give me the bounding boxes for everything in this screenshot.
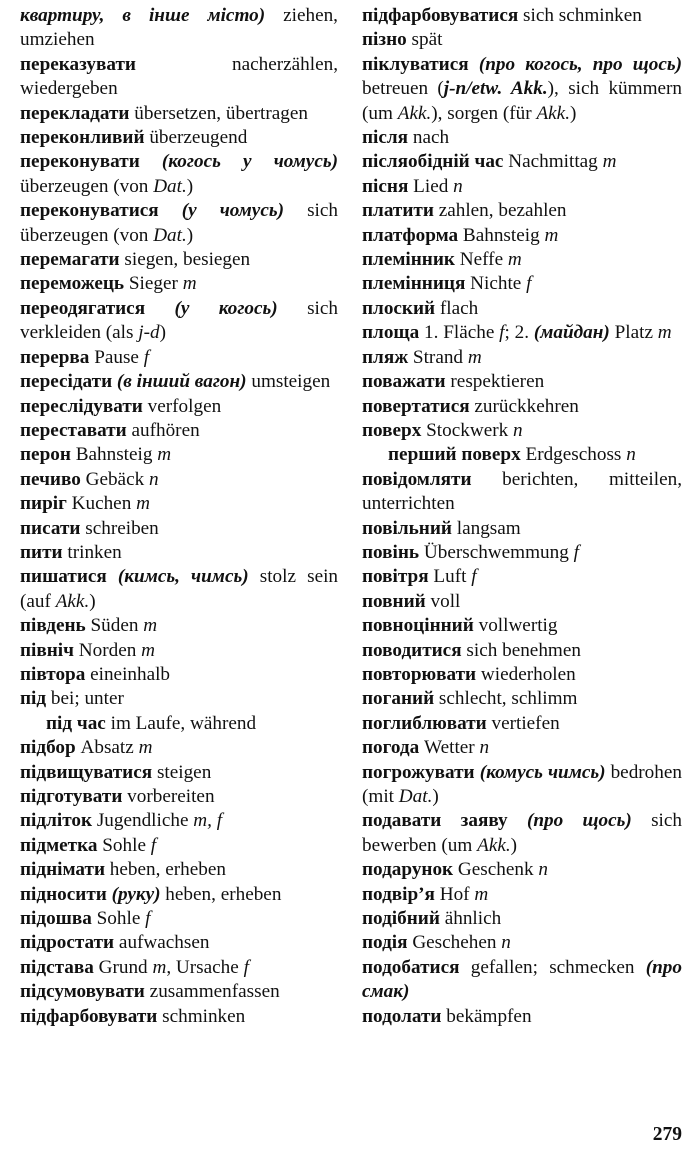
dictionary-entry-podavaty-zaiavu — [362, 809, 682, 858]
headword-podarunok: подарунок — [362, 859, 454, 881]
dictionary-entry-povnyi — [362, 590, 682, 614]
headword-pidfarbovuvatysia: підфарбовуватися — [362, 5, 519, 26]
translation-povertatysia: zurückkehren — [469, 395, 579, 417]
headword-pidrostaty: підростати — [20, 932, 115, 954]
translation-pidsumovuvaty: zusammenfassen — [144, 981, 280, 1003]
translation-pikluvatysia: betreuen ( — [362, 78, 444, 100]
headword-pidnosyty: підносити — [20, 883, 107, 905]
dictionary-entry-podvir-ia — [362, 883, 682, 907]
headword-perekladaty: перекладати — [20, 102, 130, 124]
usage-gloss-pikluvatysia: (про когось, про щось) — [478, 53, 682, 75]
dictionary-entry-perekazuvaty — [20, 53, 338, 102]
translation-povazhaty: respektieren — [445, 371, 545, 393]
headword-pechyvo: печиво — [20, 468, 81, 490]
translation-ploshcha: ; 2. — [504, 322, 534, 344]
translation-perestavaty: aufhören — [126, 419, 200, 441]
headword-povertatysia: повертатися — [362, 395, 470, 417]
dictionary-entry-pidstava — [20, 956, 338, 980]
translation-pidmetka: Sohle — [97, 834, 151, 856]
headword-pyrih: пиріг — [20, 493, 67, 515]
translation-povtoriuvaty: wiederholen — [476, 663, 576, 685]
headword-perekonuvatysia: переконуватися — [20, 200, 159, 222]
translation-pidlitok: Jugendliche — [92, 810, 194, 832]
translation-pyty: trinken — [62, 541, 122, 563]
dictionary-entry-pidsumovuvaty — [20, 980, 338, 1004]
dictionary-entry-pisnia — [362, 175, 682, 199]
grammar-label-podavaty-zaiavu: Akk. — [477, 834, 511, 856]
translation-povodytysia: sich benehmen — [461, 639, 581, 661]
headword-podibnyi: подібний — [362, 908, 440, 930]
translation-platforma: Bahnsteig — [458, 224, 545, 246]
grammar-label-podvir-ia: m — [474, 883, 489, 905]
translation-pererva: Pause — [89, 346, 144, 368]
translation-podarunok: Geschenk — [453, 859, 539, 881]
translation-perekonuvatysia: sich überzeugen (von — [20, 200, 338, 246]
grammar-label-platforma: m — [544, 224, 559, 246]
headword-pereodiahatysia: переодягатися — [20, 297, 146, 319]
grammar-label-pidlitok: m, f — [193, 810, 223, 832]
grammar-label-pohrozhuvaty: Dat. — [398, 786, 433, 807]
headword-povnyi: повний — [362, 590, 426, 612]
translation-povnyi: voll — [425, 590, 461, 612]
headword-pislia: після — [362, 127, 409, 149]
headword-pidsumovuvaty: підсумовувати — [20, 981, 145, 1003]
page-number: 279 — [652, 1124, 682, 1145]
dictionary-entry-podiia — [362, 931, 682, 955]
headword-pidoshva: підошва — [20, 908, 92, 930]
translation-peremahaty: siegen, besiegen — [119, 249, 251, 271]
headword-povidomliaty: повідомляти — [362, 468, 472, 490]
translation-podibnyi: ähnlich — [439, 908, 502, 930]
headword-platforma: платформа — [362, 224, 459, 246]
translation-pyshatysia: ) — [89, 590, 96, 612]
translation-ploskyi: flach — [435, 297, 479, 319]
usage-gloss-podobatysia: (про смак) — [362, 956, 682, 1003]
grammar-label-ploshcha: m — [657, 322, 672, 344]
grammar-label-pidbor: m — [138, 737, 153, 759]
translation-pivtora: eineinhalb — [85, 663, 171, 685]
headword-povnotsinnyi: повноцінний — [362, 615, 474, 637]
dictionary-entry-pidnimaty — [20, 858, 338, 882]
translation-podavaty-zaiavu: ) — [510, 834, 518, 856]
translation-peresliduvaty: verfolgen — [142, 395, 222, 417]
dictionary-entry-povilnyi — [362, 517, 682, 541]
headword-pohanyi: поганий — [362, 688, 435, 710]
translation-perekonuvaty: überzeugen (von — [20, 175, 154, 197]
dictionary-entry-pidmetka — [20, 834, 338, 858]
dictionary-entry-poverkh — [362, 419, 682, 443]
headword-platyty: платити — [362, 200, 434, 222]
usage-gloss-podavaty-zaiavu: (про щось) — [526, 810, 632, 832]
translation-perekonuvaty: ) — [186, 175, 194, 197]
headword-poverkh: поверх — [362, 419, 422, 441]
headword-podiia: подія — [362, 932, 408, 954]
translation-pidfarbovuvatysia: sich schminken — [518, 5, 642, 26]
dictionary-entry-povodytysia — [362, 639, 682, 663]
grammar-label-peron: m — [157, 444, 172, 466]
translation-pidoshva: Sohle — [91, 908, 146, 930]
translation-podolaty: bekämpfen — [441, 1005, 532, 1027]
translation-podobatysia: gefallen; schmecken — [459, 956, 646, 978]
headword-pizno: пізно — [362, 29, 407, 51]
translation-podvir-ia: Hof — [434, 883, 475, 905]
translation-pisnia: Lied — [408, 175, 454, 197]
translation-pyshatysia: stolz sein (auf — [20, 566, 339, 612]
headword-pid: під — [20, 688, 47, 710]
translation-povilnyi: langsam — [451, 517, 521, 539]
translation-pidnimaty: heben, erheben — [105, 859, 226, 881]
dictionary-entry-peron — [20, 443, 338, 467]
dictionary-entry-pyrih — [20, 492, 338, 516]
headword-povin: повінь — [362, 541, 420, 563]
dictionary-entry-perekonlyvyi — [20, 126, 338, 150]
grammar-label-podiia: n — [501, 932, 511, 954]
grammar-label-pliazh: m — [467, 346, 482, 368]
usage-gloss-kvartyru: квартиру, в інше місто) — [20, 5, 266, 26]
translation-peremozhets: Sieger — [124, 273, 183, 295]
headword-pidstava: підстава — [20, 956, 94, 978]
translation-perekazuvaty: nacherzählen, wiedergeben — [20, 53, 338, 100]
grammar-label-podarunok: n — [538, 859, 548, 881]
dictionary-entry-pikluvatysia — [362, 53, 682, 126]
dictionary-entry-povin — [362, 541, 682, 565]
grammar-label-poverkh: n — [512, 419, 523, 441]
dictionary-entry-pyty — [20, 541, 338, 565]
headword-pyshatysia: пишатися — [20, 566, 107, 588]
dictionary-entry-pivnich — [20, 639, 338, 663]
translation-povitria: Luft — [428, 566, 472, 588]
translation-pohrozhuvaty: bedrohen (mit — [362, 761, 682, 807]
dictionary-entry-pivden — [20, 614, 338, 638]
dictionary-entry-perekonuvaty — [20, 150, 338, 199]
dictionary-entry-pislia — [362, 126, 682, 150]
translation-pivden: Süden — [85, 615, 144, 637]
translation-pizno: spät — [406, 29, 443, 51]
headword-pidmetka: підметка — [20, 834, 98, 856]
headword-pidbor: підбор — [20, 737, 76, 759]
grammar-label-perekonuvatysia: Dat. — [153, 224, 187, 246]
grammar-label-pidstava: f — [243, 956, 249, 978]
dictionary-entry-povitria — [362, 565, 682, 589]
translation-pohanyi: schlecht, schlimm — [434, 688, 578, 710]
dictionary-entry-peremozhets — [20, 272, 338, 296]
headword-pohrozhuvaty: погрожувати — [362, 761, 475, 783]
dictionary-entry-pechyvo — [20, 468, 338, 492]
dictionary-entry-ploshcha — [362, 321, 682, 345]
headword-pyty: пити — [20, 541, 63, 563]
headword-pidnimaty: піднімати — [20, 859, 105, 881]
headword-pivtora: півтора — [20, 663, 86, 685]
grammar-label-pidstava: m — [152, 956, 167, 978]
dictionary-entry-pizno — [362, 28, 682, 52]
headword-peresliduvaty: переслідувати — [20, 395, 143, 417]
headword-pleminnyk: племінник — [362, 249, 455, 271]
translation-pechyvo: Gebäck — [80, 468, 149, 490]
dictionary-entry-povnotsinnyi — [362, 614, 682, 638]
grammar-label-pershyi-poverkh: n — [626, 444, 636, 466]
dictionary-entry-pohanyi — [362, 687, 682, 711]
translation-pid: bei; unter — [46, 688, 124, 710]
translation-pereodiahatysia: sich verkleiden (als — [20, 297, 338, 344]
headword-pysaty: писати — [20, 517, 81, 539]
dictionary-entry-perekonuvatysia — [20, 199, 338, 248]
translation-poverkh: Stockwerk — [421, 419, 513, 441]
left-column — [20, 4, 338, 1029]
translation-pysaty: schreiben — [80, 517, 159, 539]
translation-peresidaty: umsteigen — [246, 371, 331, 393]
headword-podobatysia: подобатися — [362, 956, 460, 978]
dictionary-entry-perestavaty — [20, 419, 338, 443]
usage-gloss-perekonuvaty: (когось у чомусь) — [161, 151, 338, 173]
dictionary-entry-pershyi-poverkh — [362, 443, 682, 467]
dictionary-entry-povidomliaty — [362, 468, 682, 517]
grammar-label-pivnich: m — [141, 639, 155, 661]
translation-kvartyru: ziehen, umziehen — [20, 5, 338, 51]
grammar-label-pisnia: n — [453, 175, 463, 197]
translation-pereodiahatysia — [145, 298, 174, 319]
translation-pikluvatysia: ) — [570, 102, 577, 124]
translation-podiia: Geschehen — [407, 932, 502, 954]
dictionary-entry-pohoda — [362, 736, 682, 760]
headword-pleminnytsia: племінниця — [362, 273, 466, 295]
dictionary-entry-pohlybliuvaty — [362, 712, 682, 736]
headword-peresidaty: пересідати — [20, 371, 113, 393]
translation-podavaty-zaiavu: sich bewerben (um — [362, 810, 682, 856]
headword-pidvyshchuvatysia: підвищуватися — [20, 761, 153, 783]
headword-pidlitok: підліток — [20, 810, 93, 832]
translation-pikluvatysia — [469, 54, 479, 75]
translation-pereodiahatysia: ) — [159, 322, 166, 344]
dictionary-entry-pivtora — [20, 663, 338, 687]
usage-gloss-pereodiahatysia: (у когось) — [174, 297, 278, 319]
translation-pohrozhuvaty: ) — [432, 786, 439, 807]
dictionary-entry-povazhaty — [362, 370, 682, 394]
translation-ploshcha: Platz — [609, 322, 658, 344]
translation-povin: Überschwemmung — [419, 541, 574, 563]
dictionary-entry-pidfarbovuvaty — [20, 1005, 338, 1029]
translation-peron: Bahnsteig — [70, 444, 158, 466]
dictionary-entry-pidnosyty — [20, 883, 338, 907]
translation-pyrih: Kuchen — [66, 493, 137, 515]
headword-pid-chas: під час — [46, 712, 106, 734]
dictionary-entry-perekladaty — [20, 102, 338, 126]
translation-perekladaty: übersetzen, übertragen — [129, 102, 308, 124]
grammar-label-pidmetka: f — [150, 834, 157, 856]
dictionary-entry-platforma — [362, 224, 682, 248]
headword-peremozhets: переможець — [20, 273, 125, 295]
dictionary-entry-pidrostaty — [20, 931, 338, 955]
dictionary-entry-pid — [20, 687, 338, 711]
translation-pidstava: , Ursache — [166, 956, 244, 978]
headword-povazhaty: поважати — [362, 371, 446, 393]
dictionary-entry-pidvyshchuvatysia — [20, 761, 338, 785]
headword-peremahaty: перемагати — [20, 249, 120, 271]
grammar-label-pikluvatysia: Akk. — [397, 102, 432, 124]
grammar-label-ploshcha: f — [499, 322, 505, 344]
translation-perekonuvatysia — [159, 200, 182, 221]
headword-povitria: повітря — [362, 566, 429, 588]
translation-platyty: zahlen, bezahlen — [433, 200, 567, 222]
headword-povilnyi: повільний — [362, 517, 452, 539]
grammar-label-povitria: f — [471, 566, 477, 588]
dictionary-entry-platyty — [362, 199, 682, 223]
headword-perekazuvaty: переказувати — [20, 53, 136, 75]
translation-pleminnyk: Neffe — [454, 249, 508, 271]
translation-pidfarbovuvaty: schminken — [157, 1005, 246, 1027]
dictionary-entry-pliazh — [362, 346, 682, 370]
headword-pisliaobidnii-chas: післяобідній час — [362, 151, 504, 173]
right-column — [362, 4, 682, 1029]
headword-pohlybliuvaty: поглиблювати — [362, 712, 487, 734]
translation-pliazh: Strand — [408, 346, 468, 368]
headword-pidfarbovuvaty: підфарбовувати — [20, 1005, 158, 1027]
dictionary-entry-pisliaobidnii-chas — [362, 150, 682, 174]
dictionary-entry-pohrozhuvaty — [362, 761, 682, 810]
headword-peron: перон — [20, 444, 71, 466]
translation-ploshcha: 1. Fläche — [419, 322, 500, 344]
dictionary-entry-ploskyi — [362, 297, 682, 321]
usage-gloss-ploshcha: (майдан) — [533, 322, 610, 344]
headword-pohoda: погода — [362, 737, 420, 759]
dictionary-entry-pererva — [20, 346, 338, 370]
translation-pidhotuvaty: vorbereiten — [122, 786, 215, 807]
grammar-label-pererva: f — [143, 346, 150, 368]
headword-povodytysia: поводитися — [362, 639, 462, 661]
dictionary-entry-povtoriuvaty — [362, 663, 682, 687]
dictionary-entry-pid-chas — [20, 712, 338, 736]
translation-pislia: nach — [408, 127, 450, 149]
dictionary-entry-pidfarbovuvatysia — [362, 4, 682, 28]
grammar-label-perekonuvaty: Dat. — [153, 175, 187, 197]
translation-perekonlyvyi: überzeugend — [144, 127, 248, 149]
headword-pisnia: пісня — [362, 175, 409, 197]
translation-pidbor: Absatz — [75, 737, 139, 759]
dictionary-entry-pidbor — [20, 736, 338, 760]
translation-pidvyshchuvatysia: steigen — [152, 761, 212, 783]
dictionary-entry-podarunok — [362, 858, 682, 882]
grammar-label-pidoshva: f — [145, 908, 151, 930]
headword-ploshcha: площа — [362, 322, 420, 344]
headword-pererva: перерва — [20, 346, 90, 368]
headword-pikluvatysia: піклуватися — [362, 53, 469, 75]
grammar-label-pyrih: m — [136, 493, 150, 515]
grammar-label-pohoda: n — [479, 737, 490, 759]
dictionary-entry-peremahaty — [20, 248, 338, 272]
headword-pivden: південь — [20, 615, 86, 637]
headword-perekonuvaty: переконувати — [20, 151, 140, 173]
headword-podvir-ia: подвір’я — [362, 883, 435, 905]
grammar-label-povin: f — [573, 541, 579, 563]
dictionary-entry-peresidaty — [20, 370, 338, 394]
dictionary-entry-pleminnyk — [362, 248, 682, 272]
usage-gloss-pidnosyty: (руку) — [111, 883, 161, 905]
translation-pyshatysia — [107, 566, 118, 587]
translation-pershyi-poverkh: Erdgeschoss — [520, 444, 627, 466]
translation-pohoda: Wetter — [419, 737, 480, 759]
headword-perekonlyvyi: переконливий — [20, 127, 145, 149]
translation-pohlybliuvaty: vertiefen — [486, 712, 560, 734]
translation-pidstava: Grund — [93, 956, 153, 978]
translation-povidomliaty: berichten, mitteilen, unterrichten — [362, 468, 682, 515]
dictionary-entry-podibnyi — [362, 907, 682, 931]
headword-pliazh: пляж — [362, 346, 409, 368]
headword-povtoriuvaty: повторювати — [362, 663, 477, 685]
dictionary-entry-pysaty — [20, 517, 338, 541]
grammar-label-pisliaobidnii-chas: m — [602, 151, 617, 173]
dictionary-entry-podobatysia — [362, 956, 682, 1005]
dictionary-entry-pyshatysia — [20, 565, 338, 614]
dictionary-entry-kvartyru — [20, 4, 338, 53]
grammar-label-peremozhets: m — [182, 273, 197, 295]
translation-pikluvatysia: ), sich kümmern (um — [362, 78, 682, 124]
headword-pidhotuvaty: підготувати — [20, 786, 123, 807]
translation-perekonuvaty — [140, 151, 162, 172]
grammar-label-pikluvatysia: Akk. — [536, 102, 570, 124]
translation-pivnich: Norden — [73, 639, 142, 661]
headword-perestavaty: переставати — [20, 419, 127, 441]
dictionary-entry-pleminnytsia — [362, 272, 682, 296]
dictionary-entry-pidhotuvaty — [20, 785, 338, 809]
translation-pleminnytsia: Nichte — [465, 273, 527, 295]
dictionary-entry-peresliduvaty — [20, 395, 338, 419]
headword-podavaty-zaiavu: подавати заяву — [362, 810, 508, 832]
usage-gloss-pyshatysia: (кимсь, чимсь) — [117, 566, 249, 588]
headword-pershyi-poverkh: перший поверх — [388, 444, 521, 466]
dictionary-entry-povertatysia — [362, 395, 682, 419]
usage-gloss-perekonuvatysia: (у чомусь) — [181, 200, 284, 222]
headword-ploskyi: плоский — [362, 297, 436, 319]
headword-pivnich: північ — [20, 639, 74, 661]
dictionary-entry-pereodiahatysia — [20, 297, 338, 346]
translation-perekonuvatysia: ) — [186, 224, 194, 246]
usage-gloss-pikluvatysia: j-n/etw. Akk. — [443, 78, 548, 100]
dictionary-entry-pidoshva — [20, 907, 338, 931]
grammar-label-pyshatysia: Akk. — [55, 590, 90, 612]
translation-povnotsinnyi: vollwertig — [473, 615, 558, 637]
grammar-label-pereodiahatysia: j-d — [138, 322, 160, 344]
translation-podavaty-zaiavu — [508, 810, 527, 831]
grammar-label-pleminnytsia: f — [526, 273, 532, 295]
headword-podolaty: подолати — [362, 1005, 442, 1027]
usage-gloss-pohrozhuvaty: (комусь чимсь) — [479, 761, 606, 783]
translation-pikluvatysia: ), sorgen (für — [431, 102, 537, 124]
translation-pidnosyty: heben, erheben — [160, 883, 282, 905]
grammar-label-pivden: m — [143, 615, 158, 637]
translation-pid-chas: im Laufe, während — [105, 712, 257, 734]
dictionary-entry-pidlitok — [20, 809, 338, 833]
dictionary-entry-podolaty — [362, 1005, 682, 1029]
translation-pidrostaty: aufwachsen — [114, 932, 210, 954]
grammar-label-pleminnyk: m — [507, 249, 522, 271]
translation-pisliaobidnii-chas: Nachmittag — [503, 151, 603, 173]
usage-gloss-peresidaty: (в інший вагон) — [116, 371, 247, 393]
grammar-label-pechyvo: n — [148, 468, 159, 490]
